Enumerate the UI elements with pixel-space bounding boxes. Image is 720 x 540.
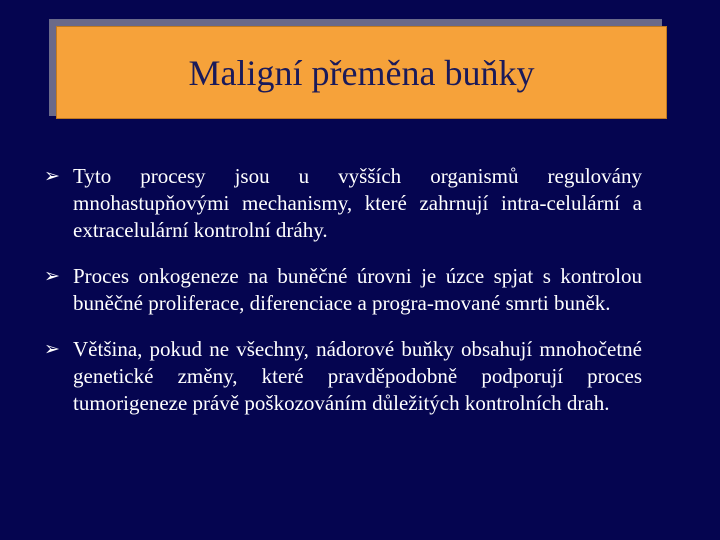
arrow-bullet-icon: ➢ (44, 265, 60, 287)
arrow-bullet-icon: ➢ (44, 165, 60, 187)
arrow-bullet-icon: ➢ (44, 338, 60, 360)
title-box (56, 26, 667, 119)
bullet-text: Proces onkogeneze na buněčné úrovni je úzce spjat s kontrolou buněčné proliferace, diferenciace a progra-mované smrti buněk. (73, 264, 642, 315)
slide-title: Maligní přeměna buňky (188, 52, 535, 93)
bullet-list (44, 163, 642, 436)
bullet-text: Většina, pokud ne všechny, nádorové buňky obsahují mnohočetné genetické změny, které pravděpodobně podporují proces tumorigeneze právě poškozováním důležitých kontrolních drah. (73, 337, 642, 415)
bullet-item (44, 163, 642, 244)
bullet-item (44, 263, 642, 317)
bullet-text: Tyto procesy jsou u vyšších organismů regulovány mnohastupňovými mechanismy, které zahrnují intra-celulární a extracelulární kontrolní dráhy. (73, 164, 642, 242)
bullet-item (44, 336, 642, 417)
